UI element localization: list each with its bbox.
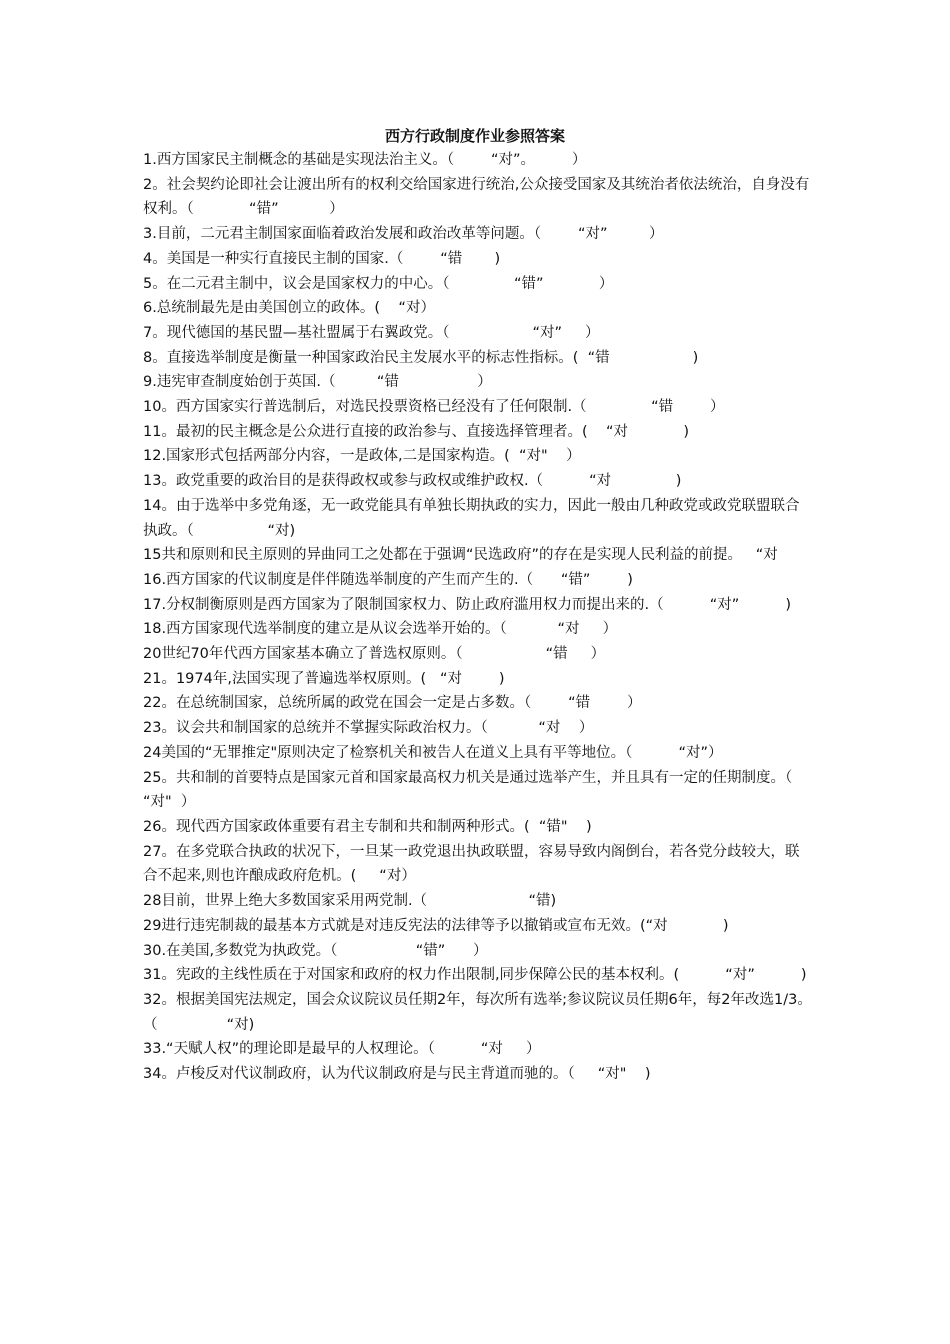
question-item: 10。西方国家实行普选制后，对选民投票资格已经没有了任何限制.（ “错 ） [143,399,725,416]
question-item: 31。宪政的主线性质在于对国家和政府的权力作出限制,同步保障公民的基本权利。( “对” ) [143,967,807,984]
question-item: 1.西方国家民主制概念的基础是实现法治主义。（ “对”。 ） [143,152,587,168]
question-item: 32。根据美国宪法规定，国会众议院议员任期2年，每次所有选举;参议院议员任期6年，每2年改选1/3。（ “对) [143,991,812,1033]
question-item: 25。共和制的首要特点是国家元首和国家最高权力机关是通过选举产生，并且具有一定的任期制度。（ “对" ） [143,769,857,811]
question-item: 30.在美国,多数党为执政党。（ “错” ） [143,942,488,959]
question-item: 6.总统制最先是由美国创立的政体。( “对） [143,300,435,317]
question-item: 8。直接选举制度是衡量一种国家政治民主发展水平的标志性指标。( “错 ) [143,349,699,366]
question-item: 21。1974年,法国实现了普遍选举权原则。( “对 ) [143,670,505,687]
question-item: 22。在总统制国家，总统所属的政党在国会一定是占多数。（ “错 ） [143,695,642,712]
question-item: 11。最初的民主概念是公众进行直接的政治参与、直接选择管理者。( “对 ) [143,423,690,440]
question-item: 4。美国是一种实行直接民主制的国家.（ “错 ) [143,250,501,267]
question-item: 14。由于选举中多党角逐，无一政党能具有单独长期执政的实力，因此一般由几种政党或政党联盟联合执政。（ “对) [143,497,800,539]
question-item: 29进行违宪制裁的最基本方式就是对违反宪法的法律等予以撤销或宣布无效。(“对 ) [143,917,729,934]
question-item: 2。社会契约论即社会让渡出所有的权利交给国家进行统治,公众接受国家及其统治者依法统治，自身没有权利。（ “错” ） [143,176,810,218]
question-item: 9.违宪审查制度始创于英国.（ “错 ） [143,374,492,391]
question-item: 7。现代德国的基民盟—基社盟属于右翼政党。（ “对” ） [143,324,600,341]
question-item: 27。在多党联合执政的状况下，一旦某一政党退出执政联盟，容易导致内阁倒台，若各党分歧较大，联合不起来,则也许酿成政府危机。( “对） [143,843,800,885]
document-title: 西方行政制度作业参照答案 [384,127,565,145]
question-item: 12.国家形式包括两部分内容，一是政体,二是国家构造。( “对" ） [143,448,581,465]
question-item: 34。卢梭反对代议制政府，认为代议制政府是与民主背道而驰的。（ “对" ) [143,1066,651,1083]
question-item: 23。议会共和制国家的总统并不掌握实际政治权力。（ “对 ） [143,720,594,737]
question-item: 24美国的“无罪推定"原则决定了检察机关和被告人在道义上具有平等地位。（ “对”） [143,744,723,761]
question-item: 20世纪70年代西方国家基本确立了普选权原则。（ “错 ） [143,646,606,663]
question-item: 13。政党重要的政治目的是获得政权或参与政权或维护政权.（ “对 ) [143,473,682,490]
question-item: 33.“天赋人权”的理论即是最早的人权理论。（ “对 ） [143,1041,541,1058]
question-item: 16.西方国家的代议制度是伴伴随选举制度的产生而产生的.（ “错” ) [143,571,633,588]
question-item: 5。在二元君主制中，议会是国家权力的中心。（ “错” ） [143,275,614,292]
document-body [143,148,857,1087]
question-item: 28目前，世界上绝大多数国家采用两党制.（ “错) [143,893,557,910]
question-item: 3.目前，二元君主制国家面临着政治发展和政治改革等问题。（ “对” ） [143,226,664,243]
question-item: 17.分权制衡原则是西方国家为了限制国家权力、防止政府滥用权力而提出来的.（ “对” ) [143,596,792,613]
question-item: 15共和原则和民主原则的异曲同工之处都在于强调“民选政府”的存在是实现人民利益的前提。 “对 [143,547,778,564]
question-item: 26。现代西方国家政体重要有君主专制和共和制两种形式。( “错" ) [143,818,592,835]
question-item: 18.西方国家现代选举制度的建立是从议会选举开始的。（ “对 ） [143,621,618,638]
